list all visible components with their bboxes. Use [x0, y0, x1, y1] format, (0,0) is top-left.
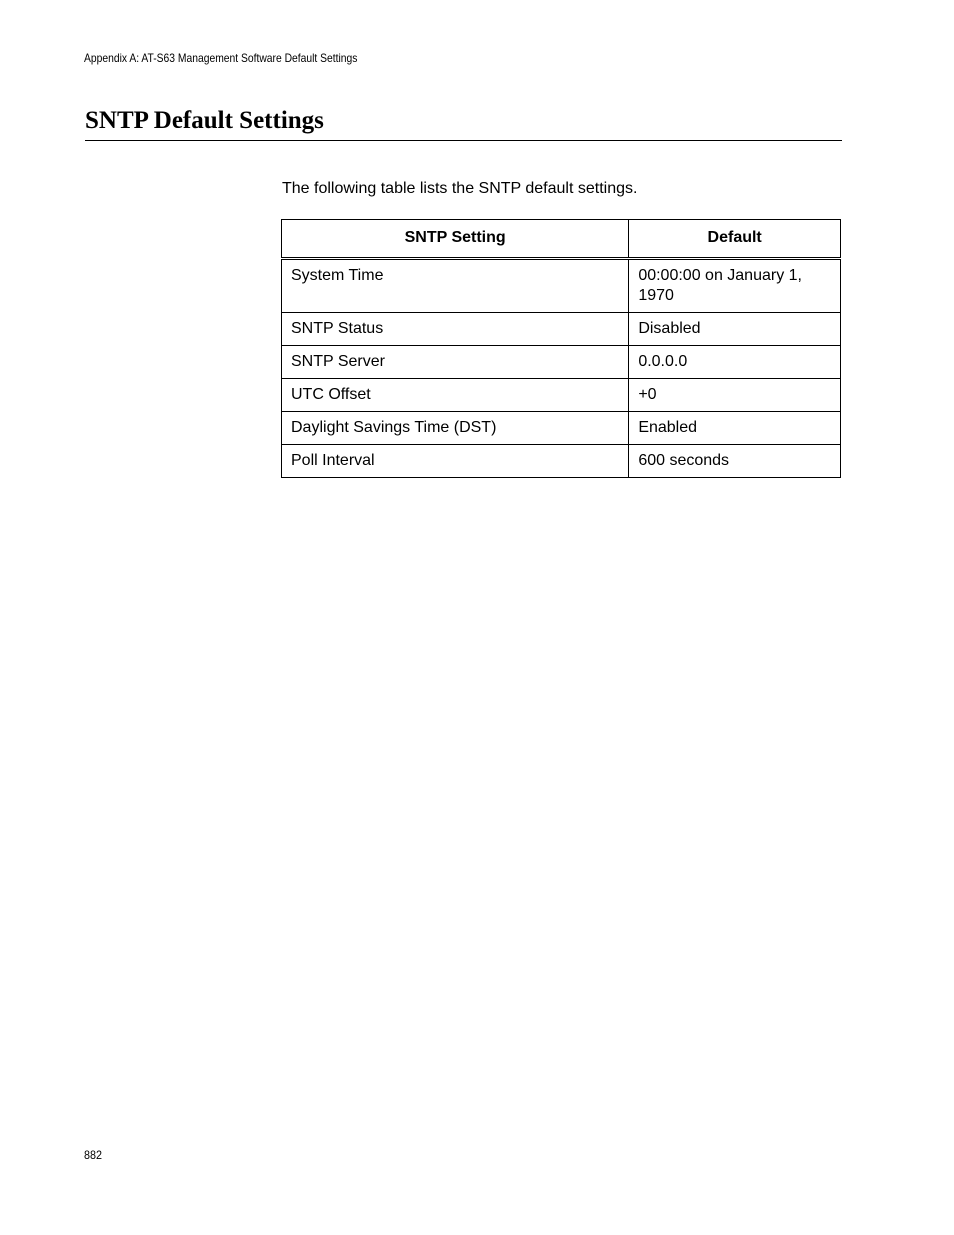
- setting-cell: SNTP Server: [282, 346, 629, 379]
- column-header-default: Default: [629, 220, 841, 259]
- setting-cell: System Time: [282, 259, 629, 313]
- table-row: [282, 346, 841, 379]
- table-row: [282, 313, 841, 346]
- default-cell: Disabled: [629, 313, 841, 346]
- setting-cell: Daylight Savings Time (DST): [282, 412, 629, 445]
- sntp-defaults-table: [281, 219, 841, 478]
- page-number: 882: [84, 1148, 103, 1162]
- running-header: Appendix A: AT-S63 Management Software Default Settings: [84, 51, 358, 65]
- default-cell: 00:00:00 on January 1, 1970: [629, 259, 841, 313]
- setting-cell: SNTP Status: [282, 313, 629, 346]
- table-row: [282, 259, 841, 313]
- table-header-row: [282, 220, 841, 259]
- default-cell: Enabled: [629, 412, 841, 445]
- column-header-setting: SNTP Setting: [282, 220, 629, 259]
- table-row: [282, 379, 841, 412]
- setting-cell: Poll Interval: [282, 445, 629, 478]
- section-title: SNTP Default Settings: [85, 107, 324, 134]
- default-cell: 0.0.0.0: [629, 346, 841, 379]
- default-cell: +0: [629, 379, 841, 412]
- table-row: [282, 445, 841, 478]
- setting-cell: UTC Offset: [282, 379, 629, 412]
- table-row: [282, 412, 841, 445]
- intro-paragraph: The following table lists the SNTP default settings.: [282, 180, 638, 197]
- title-rule: [85, 140, 842, 141]
- default-cell: 600 seconds: [629, 445, 841, 478]
